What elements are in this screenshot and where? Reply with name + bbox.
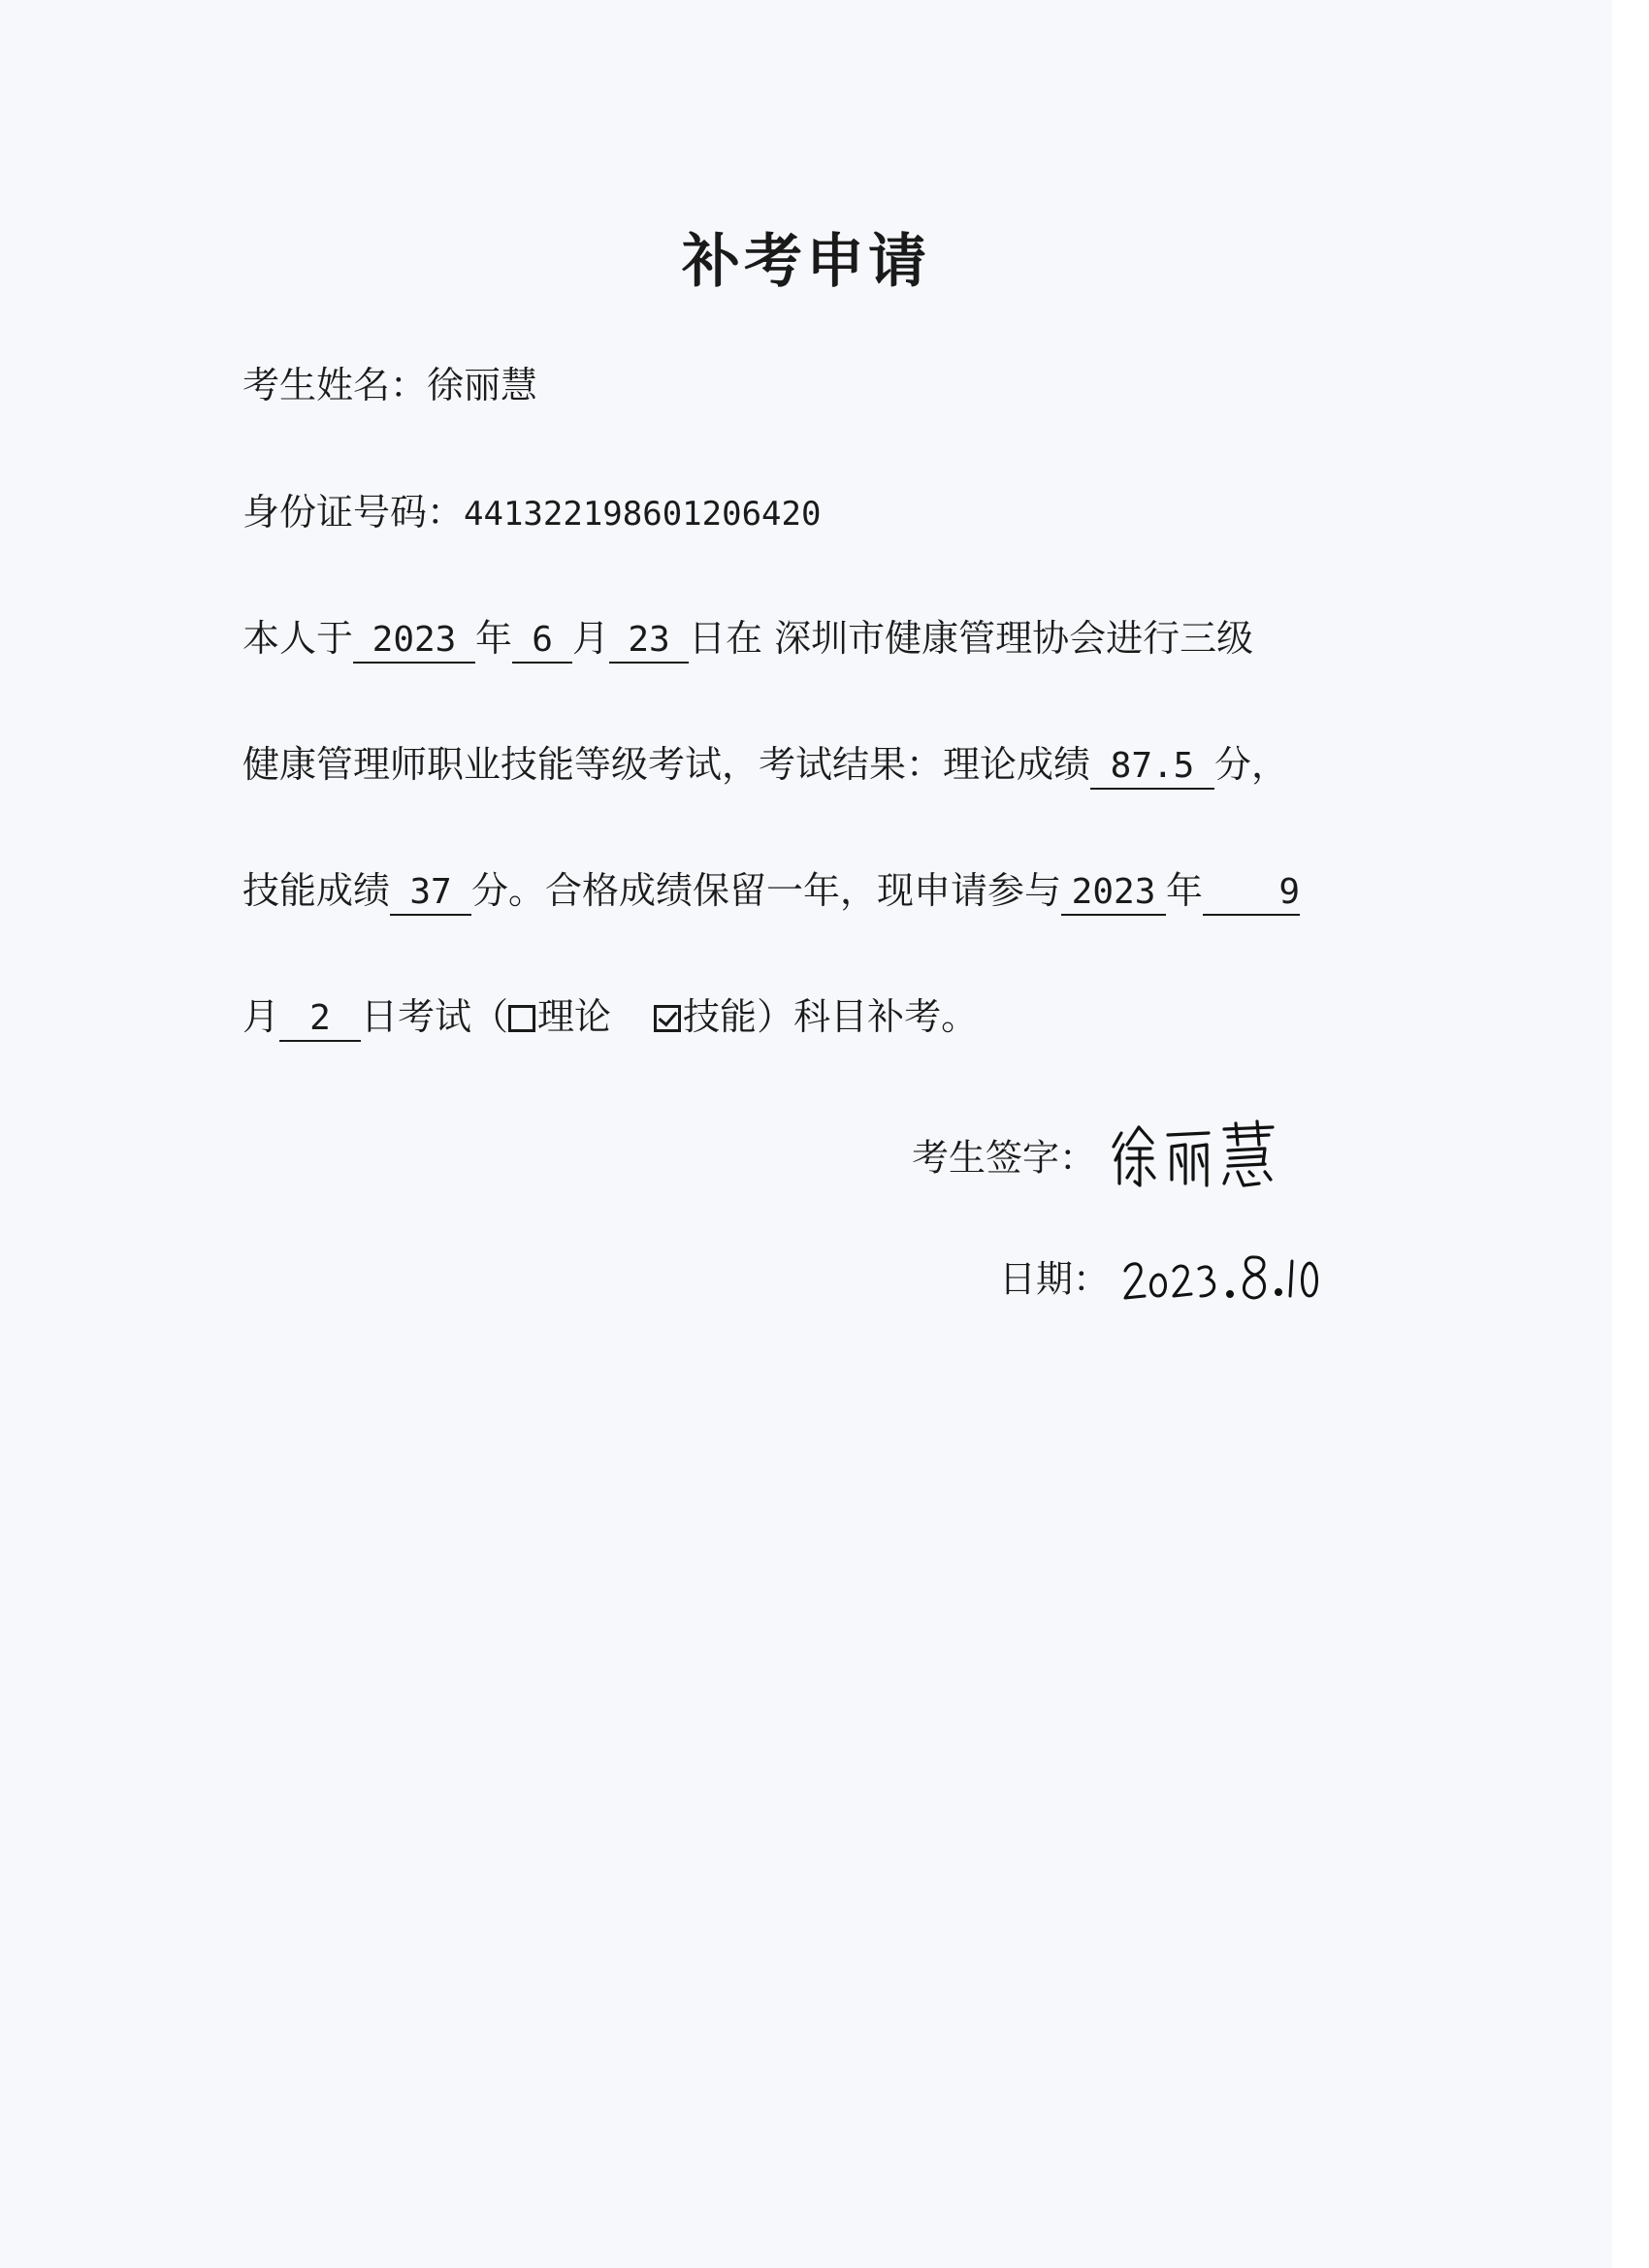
- name-value: 徐丽慧: [427, 364, 538, 406]
- p4-text-a: 月: [242, 995, 280, 1038]
- skill-checkbox: [654, 1005, 681, 1032]
- paragraph-line-2: [242, 740, 1288, 790]
- exam-year-field: 2023: [353, 619, 475, 664]
- p4-text-b: 日考试（: [361, 995, 509, 1038]
- exam-day-field: 23: [609, 619, 689, 664]
- name-label: 考生姓名：: [242, 364, 428, 406]
- page-margin: [1612, 0, 1649, 2268]
- paragraph-line-3: [242, 866, 1300, 916]
- retake-month-field: 9: [1203, 871, 1300, 916]
- id-value: 441322198601206420: [464, 495, 822, 534]
- retake-day-field: 2: [279, 997, 361, 1042]
- paragraph-line-1: [242, 614, 1253, 664]
- p3-text-b: 分。合格成绩保留一年，现申请参与: [471, 869, 1062, 912]
- retake-year-field: 2023: [1061, 871, 1166, 916]
- option-skill-label: 技能: [683, 995, 758, 1038]
- paragraph-line-4: [242, 992, 978, 1042]
- p4-text-c: ）科目补考。: [757, 995, 979, 1038]
- id-label: 身份证号码：: [242, 491, 465, 534]
- name-line: [242, 361, 537, 409]
- theory-checkbox: [508, 1005, 535, 1032]
- p1-text-c: 月: [572, 617, 610, 660]
- exam-month-field: 6: [512, 619, 572, 664]
- date-label: 日期：: [999, 1257, 1111, 1301]
- skill-score-field: 37: [390, 871, 471, 916]
- option-theory-label: 理论: [537, 995, 612, 1038]
- p1-text-a: 本人于: [242, 617, 354, 660]
- id-line: [242, 488, 821, 538]
- theory-score-field: 87.5: [1090, 745, 1214, 790]
- date-row: [999, 1242, 1325, 1310]
- handwritten-signature: [1108, 1116, 1282, 1193]
- p2-text-b: 分，: [1214, 743, 1289, 786]
- signature-label: 考生签字：: [912, 1136, 1097, 1180]
- p2-text-a: 健康管理师职业技能等级考试，考试结果：理论成绩: [242, 743, 1091, 786]
- p1-text-d: 日在 深圳市健康管理协会进行三级: [689, 617, 1254, 660]
- document-title: 补考申请: [682, 228, 930, 296]
- signature-row: [912, 1116, 1282, 1193]
- p3-text-a: 技能成绩: [242, 869, 391, 912]
- p3-text-c: 年: [1166, 869, 1204, 912]
- p1-text-b: 年: [475, 617, 513, 660]
- handwritten-date: [1121, 1242, 1325, 1310]
